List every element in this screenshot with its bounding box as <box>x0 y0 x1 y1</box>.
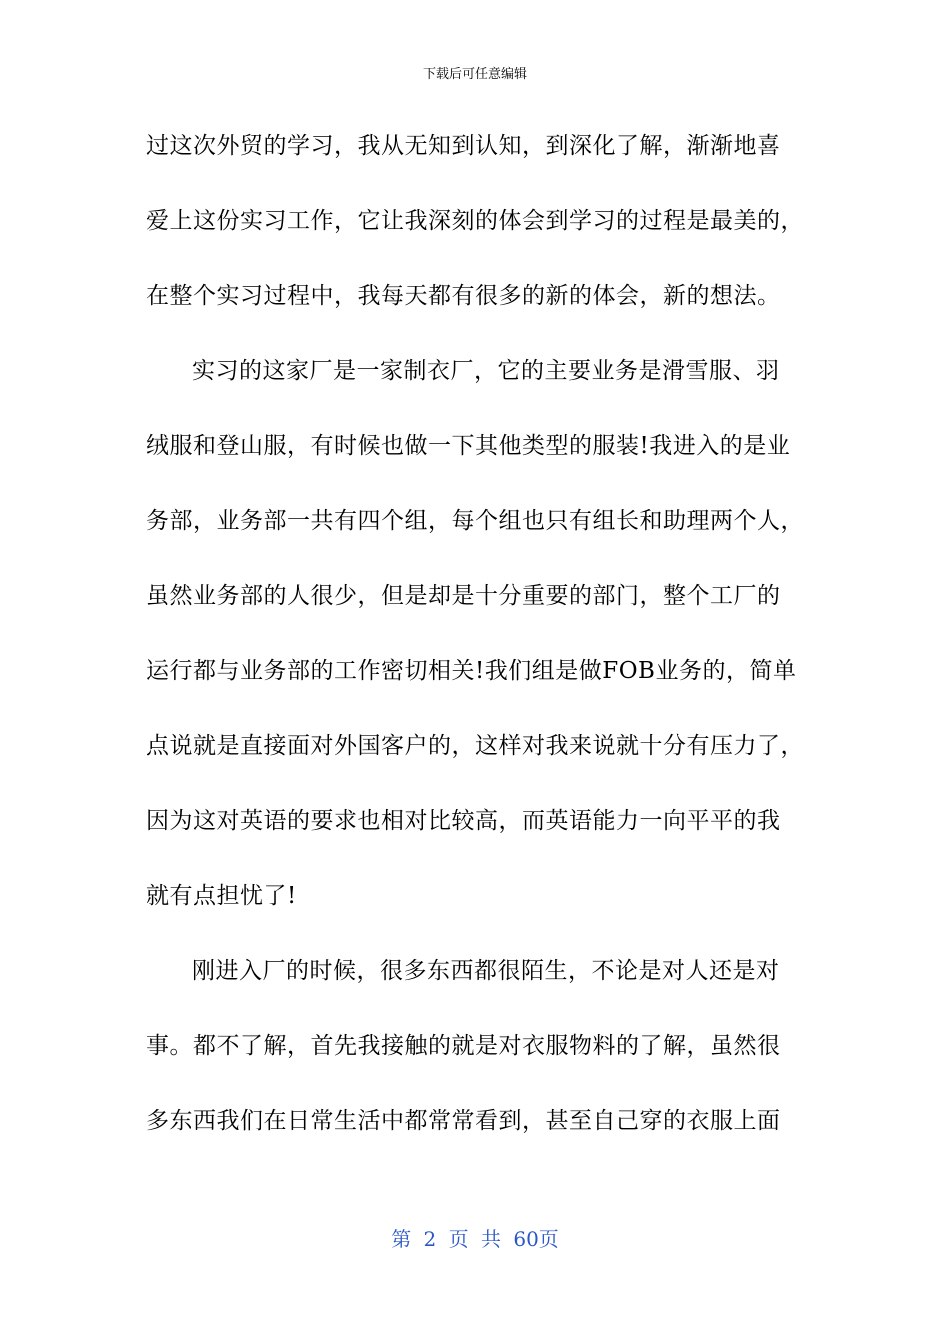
text-line: 就有点担忧了! <box>146 883 297 909</box>
text-line: 在整个实习过程中，我每天都有很多的新的体会，新的想法。 <box>146 283 781 309</box>
text-line: 务部，业务部一共有四个组，每个组也只有组长和助理两个人， <box>146 508 804 534</box>
footer-total-pages: 60页 <box>513 1227 559 1251</box>
document-body <box>146 128 826 1178</box>
footer-total-label: 共 <box>481 1227 501 1251</box>
text-line: 过这次外贸的学习，我从无知到认知，到深化了解，渐渐地喜 <box>146 133 781 159</box>
footer-page-unit: 页 <box>448 1227 469 1251</box>
text-line: 因为这对英语的要求也相对比较高，而英语能力一向平平的我 <box>146 808 781 834</box>
text-line: 点说就是直接面对外国客户的，这样对我来说就十分有压力了， <box>146 733 804 759</box>
text-line: 多东西我们在日常生活中都常常看到，甚至自己穿的衣服上面 <box>146 1108 781 1134</box>
header-text: 下载后可任意编辑 <box>422 67 527 82</box>
text-line: 绒服和登山服，有时候也做一下其他类型的服装!我进入的是业 <box>146 433 791 459</box>
text-line: 虽然业务部的人很少，但是却是十分重要的部门，整个工厂的 <box>146 583 781 609</box>
text-line: 爱上这份实习工作，它让我深刻的体会到学习的过程是最美的， <box>146 208 804 234</box>
footer-page-label: 第 <box>391 1227 412 1251</box>
text-line: 事。都不了解，首先我接触的就是对衣服物料的了解，虽然很 <box>146 1033 781 1059</box>
text-line: 运行都与业务部的工作密切相关!我们组是做FOB业务的，简单 <box>146 658 797 684</box>
text-line: 刚进入厂的时候，很多东西都很陌生，不论是对人还是对 <box>192 958 780 984</box>
page-header <box>0 66 950 84</box>
footer-current-page: 2 <box>423 1227 437 1251</box>
page-footer <box>0 1226 950 1252</box>
text-line: 实习的这家厂是一家制衣厂，它的主要业务是滑雪服、羽 <box>192 358 780 384</box>
